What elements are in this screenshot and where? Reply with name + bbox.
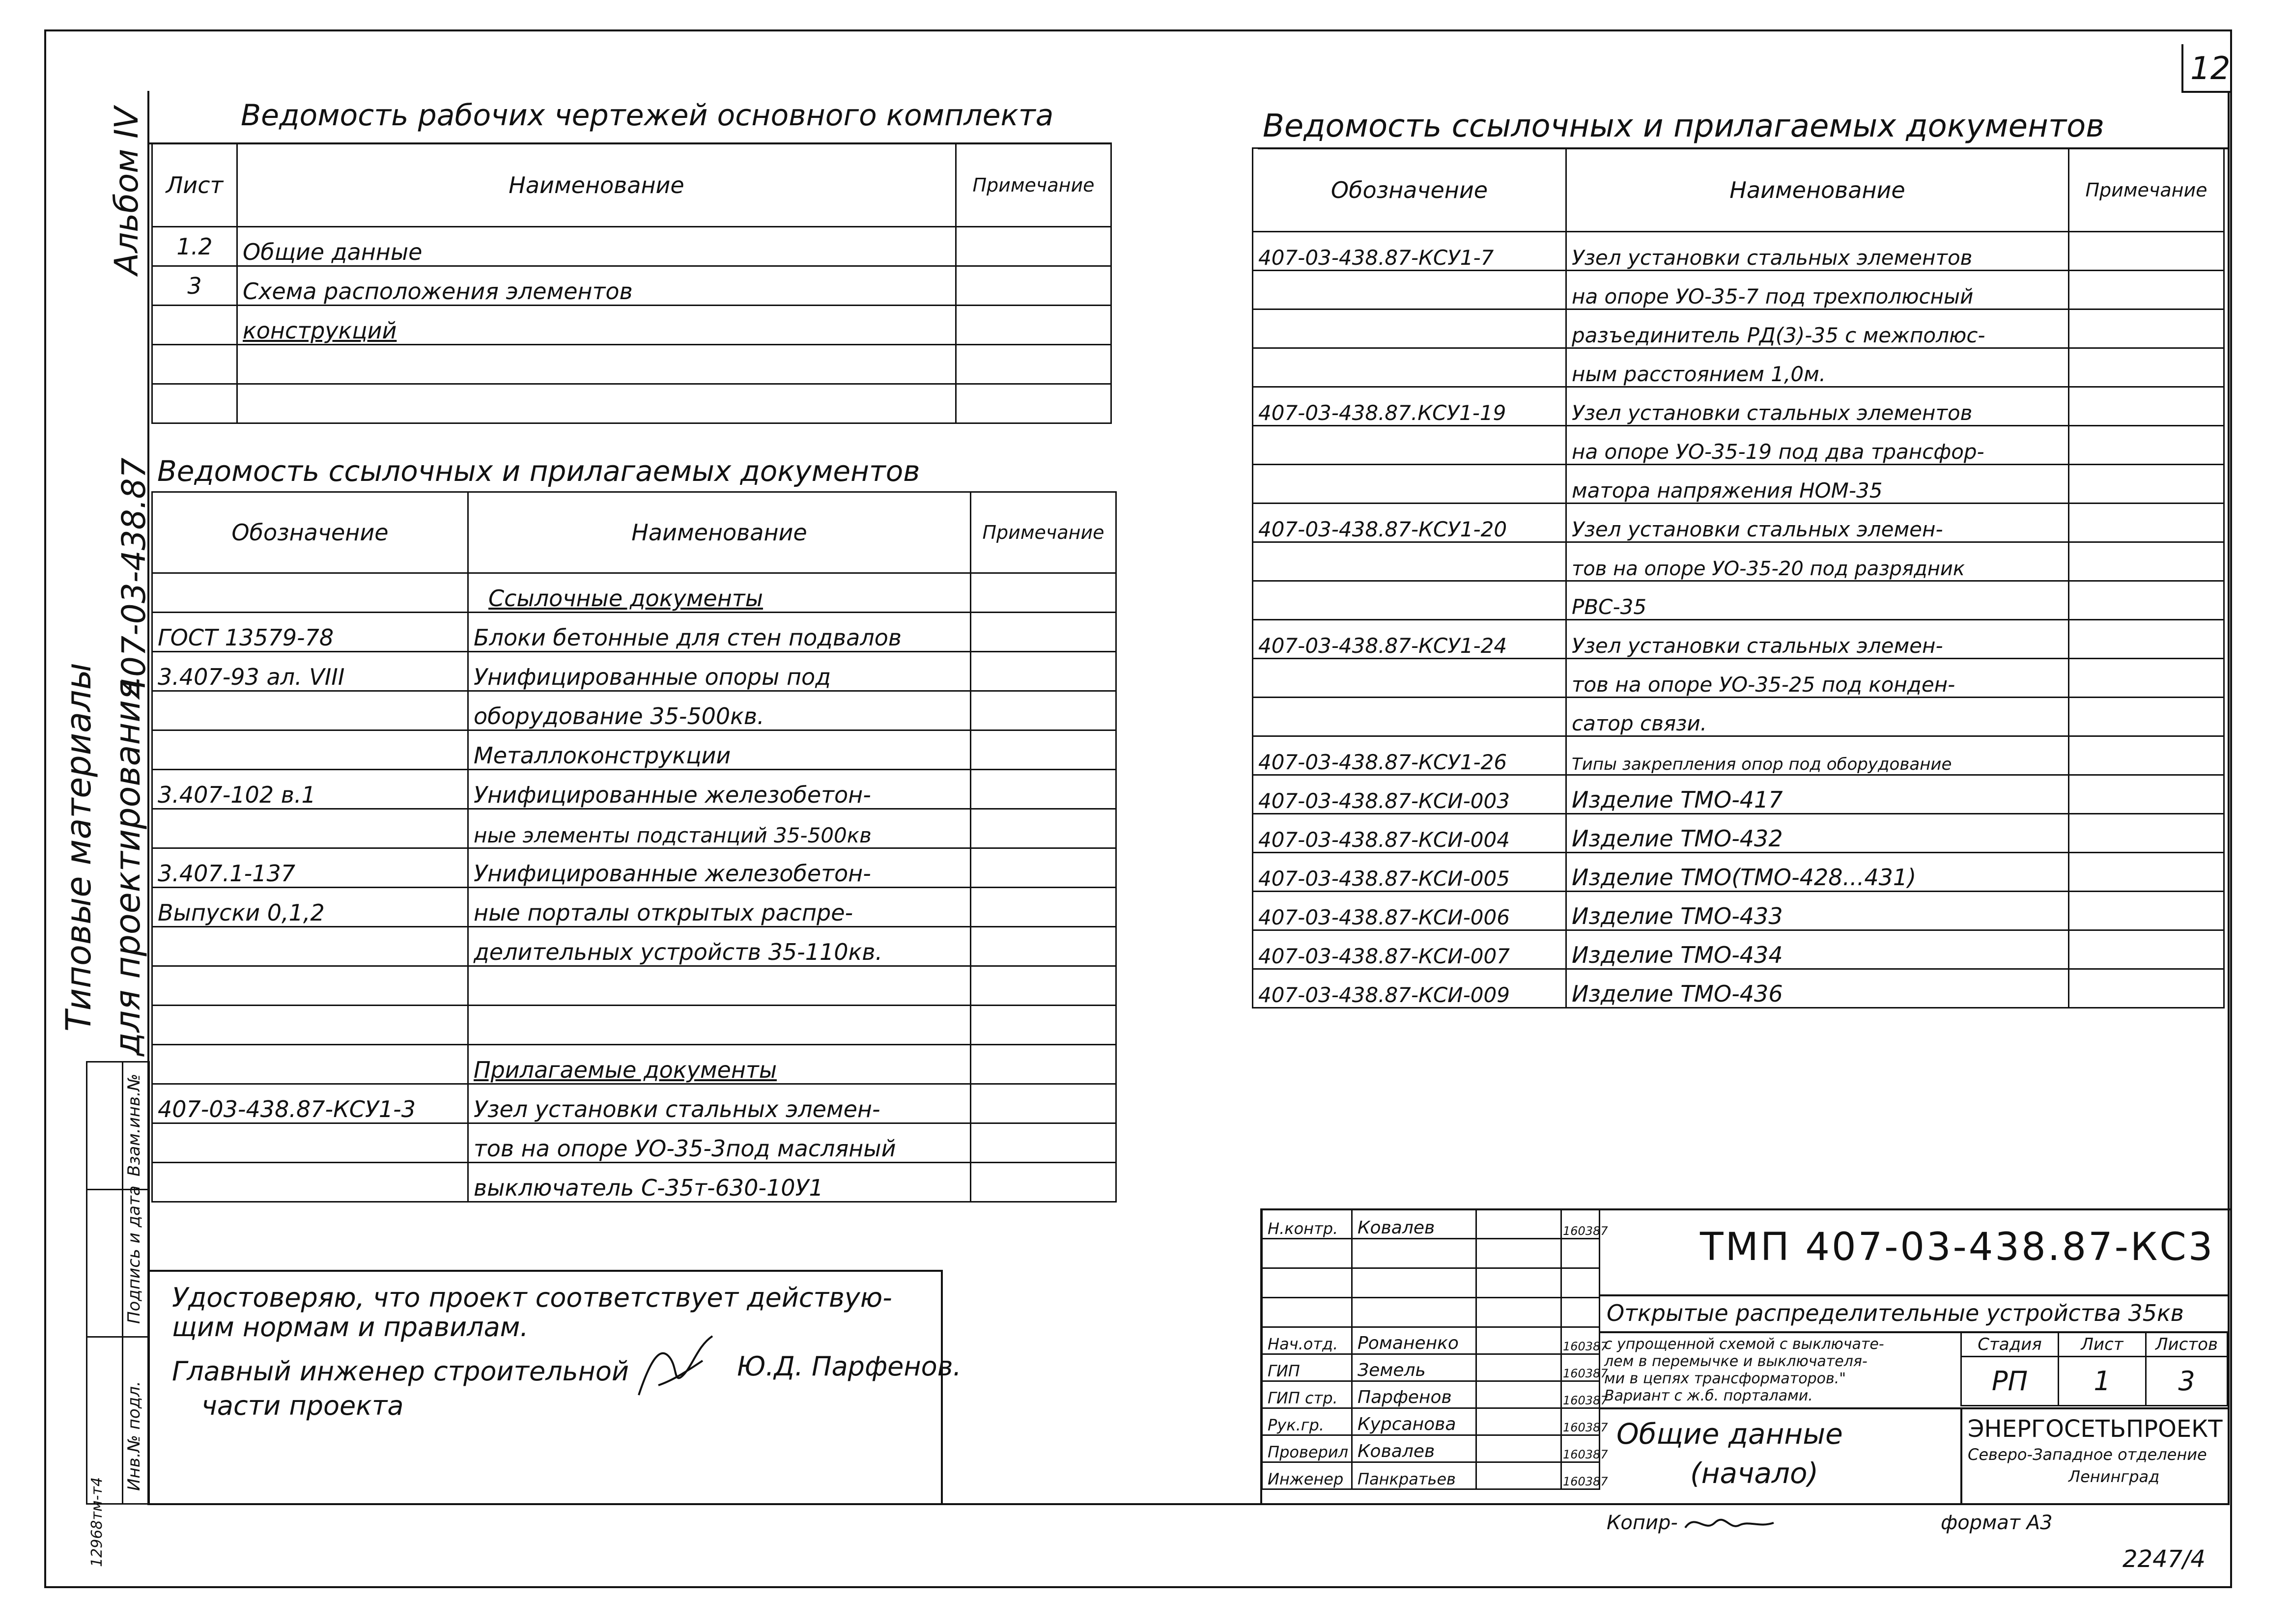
table-cell: 407-03-438.87-КСУ1-24 — [1253, 620, 1566, 659]
table-cell: 160387 — [1561, 1462, 1600, 1489]
table-row — [152, 927, 1116, 966]
table-row — [1253, 309, 2224, 348]
copier-signature — [1680, 1508, 1779, 1538]
table-cell: Инженер — [1262, 1462, 1352, 1489]
table-row — [152, 888, 1116, 927]
table-cell — [1262, 1239, 1352, 1268]
table-cell: 1.2 — [152, 227, 237, 266]
table-cell: 3 — [152, 266, 237, 306]
table-cell — [1476, 1354, 1561, 1381]
table-row — [152, 1045, 1116, 1084]
ref-section-label: Прилагаемые документы — [468, 1045, 971, 1084]
table-cell — [2069, 271, 2224, 309]
table-cell — [152, 1006, 468, 1045]
table-row — [87, 1337, 149, 1504]
table-cell — [2069, 659, 2224, 698]
refs-left-header-note: Примечание — [971, 492, 1116, 573]
table-cell — [87, 1190, 123, 1337]
table-cell — [2069, 736, 2224, 775]
table-cell: Общие данные — [237, 227, 956, 266]
table-cell — [2069, 814, 2224, 853]
table-row — [1253, 892, 2224, 930]
table-cell — [1253, 271, 1566, 309]
table-cell — [1253, 581, 1566, 620]
series-line2: для проектирования — [108, 679, 148, 1056]
table-cell — [152, 691, 468, 730]
page-number: 12 — [2190, 51, 2231, 87]
table-cell — [1352, 1298, 1476, 1327]
table-cell — [956, 345, 1111, 384]
table-row — [87, 1190, 149, 1337]
drawings-title: Ведомость рабочих чертежей основного комплекта — [241, 98, 1054, 133]
series-line1: Типовые материалы — [58, 662, 99, 1032]
table-cell — [2069, 775, 2224, 814]
format-label: формат А3 — [1941, 1512, 2053, 1534]
table-cell — [1352, 1268, 1476, 1298]
table-cell — [152, 306, 237, 345]
table-row — [152, 1084, 1116, 1123]
table-cell — [152, 1163, 468, 1202]
table-cell: Панкратьев — [1352, 1462, 1476, 1489]
table-cell — [2069, 309, 2224, 348]
table-row — [1253, 620, 2224, 659]
table-cell: Романенко — [1352, 1327, 1476, 1354]
table-cell: ные порталы открытых распре- — [468, 888, 971, 927]
table-cell — [1476, 1462, 1561, 1489]
table-row — [1253, 426, 2224, 465]
table-row — [152, 652, 1116, 691]
table-row — [1262, 1239, 1600, 1268]
table-cell — [971, 770, 1116, 809]
table-row — [1253, 348, 2224, 387]
table-cell: 407-03-438.87-КСУ1-3 — [152, 1084, 468, 1123]
table-row — [1253, 775, 2224, 814]
table-row — [152, 770, 1116, 809]
table-cell: 160387 — [1561, 1435, 1600, 1462]
table-row — [1262, 1209, 1600, 1239]
table-cell: тов на опоре УО-35-25 под конден- — [1566, 659, 2069, 698]
table-cell: на опоре УО-35-7 под трехполюсный — [1566, 271, 2069, 309]
table-cell — [971, 848, 1116, 888]
table-row — [1961, 1357, 2228, 1406]
table-cell: Узел установки стальных элемен- — [1566, 620, 2069, 659]
table-cell — [1262, 1268, 1352, 1298]
table-row — [1253, 814, 2224, 853]
organization-name: ЭНЕРГОСЕТЬПРОЕКТ — [1968, 1415, 2223, 1443]
refs-right-header-code: Обозначение — [1253, 148, 1566, 232]
description-line4: Вариант с ж.б. порталами. — [1604, 1387, 1813, 1404]
table-cell — [1253, 659, 1566, 698]
table-cell — [971, 927, 1116, 966]
table-cell — [1352, 1239, 1476, 1268]
table-cell — [971, 573, 1116, 613]
project-name: Открытые распределительные устройства 35кв — [1607, 1300, 2184, 1326]
table-cell — [971, 1045, 1116, 1084]
table-cell: сатор связи. — [1566, 698, 2069, 736]
table-row — [1253, 232, 2224, 271]
table-cell: 407-03-438.87-КСИ-009 — [1253, 969, 1566, 1008]
table-row — [1253, 148, 2224, 232]
table-row — [152, 1123, 1116, 1163]
table-cell: 160387 — [1561, 1408, 1600, 1435]
organization-branch: Северо-Западное отделение — [1968, 1445, 2207, 1464]
table-row — [152, 143, 1111, 227]
sheets-value: 3 — [2146, 1357, 2228, 1406]
table-cell — [971, 613, 1116, 652]
table-cell — [1476, 1209, 1561, 1239]
table-cell — [1476, 1408, 1561, 1435]
table-cell — [1476, 1298, 1561, 1327]
table-cell: 407-03-438.87-КСУ1-20 — [1253, 504, 1566, 542]
sheet-title-line2: (начало) — [1690, 1456, 1819, 1490]
stamp-cell-3: Инв.№ подл. — [124, 1380, 144, 1491]
table-cell — [2069, 387, 2224, 426]
table-cell — [2069, 698, 2224, 736]
table-cell — [971, 691, 1116, 730]
table-cell — [2069, 581, 2224, 620]
table-cell — [1476, 1327, 1561, 1354]
table-cell — [1253, 698, 1566, 736]
table-row — [1262, 1327, 1600, 1354]
table-cell: Унифицированные опоры под — [468, 652, 971, 691]
table-cell — [152, 1123, 468, 1163]
table-cell — [1476, 1268, 1561, 1298]
table-row — [1253, 542, 2224, 581]
table-cell: Изделие ТМО-432 — [1566, 814, 2069, 853]
table-cell: Изделие ТМО-417 — [1566, 775, 2069, 814]
table-cell: Парфенов — [1352, 1381, 1476, 1408]
table-row — [1262, 1435, 1600, 1462]
table-cell: 3.407-102 в.1 — [152, 770, 468, 809]
table-cell — [123, 1185, 149, 1337]
organization-city: Ленинград — [2068, 1467, 2160, 1486]
copied-label: Копир- — [1607, 1512, 1678, 1534]
table-cell — [1561, 1268, 1600, 1298]
table-row — [1262, 1354, 1600, 1381]
table-row — [1253, 271, 2224, 309]
table-row — [1253, 969, 2224, 1008]
table-row — [1262, 1268, 1600, 1298]
table-cell — [237, 345, 956, 384]
table-cell — [2069, 892, 2224, 930]
table-cell: ГОСТ 13579-78 — [152, 613, 468, 652]
description-line1: с упрощенной схемой с выключате- — [1604, 1336, 1884, 1353]
table-cell: Изделие ТМО-436 — [1566, 969, 2069, 1008]
table-cell — [2069, 348, 2224, 387]
table-row — [1253, 853, 2224, 892]
table-cell — [152, 966, 468, 1006]
table-row — [152, 306, 1111, 345]
table-cell — [1561, 1298, 1600, 1327]
refs-left-table — [151, 491, 1117, 1203]
stamp-cell-1: Взам.инв.№ — [124, 1073, 144, 1176]
refs-left-header-code: Обозначение — [152, 492, 468, 573]
table-cell — [152, 345, 237, 384]
table-cell: Узел установки стальных элементов — [1566, 387, 2069, 426]
table-cell: Рук.гр. — [1262, 1408, 1352, 1435]
table-row — [152, 691, 1116, 730]
sheet-title-line1: Общие данные — [1616, 1417, 1843, 1451]
table-cell — [1253, 426, 1566, 465]
ref-section-label: Ссылочные документы — [468, 573, 971, 613]
table-cell — [1476, 1435, 1561, 1462]
table-row — [152, 492, 1116, 573]
description-line3: ми в цепях трансформаторов." — [1604, 1370, 1846, 1387]
table-cell: Изделие ТМО-434 — [1566, 930, 2069, 969]
table-cell: РВС-35 — [1566, 581, 2069, 620]
table-cell — [152, 384, 237, 423]
table-cell — [152, 809, 468, 848]
table-cell: делительных устройств 35-110кв. — [468, 927, 971, 966]
table-cell: разъединитель РД(3)-35 с межполюс- — [1566, 309, 2069, 348]
side-code: 407-03-438.87 — [115, 457, 153, 698]
table-cell — [1253, 542, 1566, 581]
table-cell — [1253, 465, 1566, 504]
table-cell: Узел установки стальных элемен- — [1566, 504, 2069, 542]
table-cell — [87, 1337, 123, 1567]
table-cell: ные элементы подстанций 35-500кв — [468, 809, 971, 848]
refs-left-header-name: Наименование — [468, 492, 971, 573]
table-cell: Унифицированные железобетон- — [468, 848, 971, 888]
side-stamp — [86, 1061, 150, 1567]
table-cell — [123, 1062, 149, 1190]
table-row — [1253, 930, 2224, 969]
table-cell — [2069, 232, 2224, 271]
table-cell: Металлоконструкции — [468, 730, 971, 770]
table-cell — [1476, 1381, 1561, 1408]
certification-line1: Удостоверяю, что проект соответствует действую- — [172, 1282, 892, 1313]
refs-right-header-name: Наименование — [1566, 148, 2069, 232]
table-cell: ным расстоянием 1,0м. — [1566, 348, 2069, 387]
table-row — [1253, 698, 2224, 736]
table-cell — [1561, 1239, 1600, 1268]
table-cell: выключатель С-35т-630-10У1 — [468, 1163, 971, 1202]
people-table — [1261, 1208, 1608, 1490]
table-cell — [1253, 309, 1566, 348]
table-cell: Узел установки стальных элементов — [1566, 232, 2069, 271]
table-row — [152, 730, 1116, 770]
table-row — [152, 1006, 1116, 1045]
certification-line3: Главный инженер строительной — [172, 1356, 629, 1387]
table-row — [1262, 1381, 1600, 1408]
sheet-label: Лист — [2059, 1332, 2146, 1357]
table-cell — [152, 730, 468, 770]
table-cell — [971, 1123, 1116, 1163]
table-cell — [123, 1337, 149, 1504]
table-cell: на опоре УО-35-19 под два трансфор- — [1566, 426, 2069, 465]
table-row — [152, 809, 1116, 848]
table-cell — [152, 1045, 468, 1084]
table-cell — [152, 927, 468, 966]
table-row — [152, 1163, 1116, 1202]
table-row — [1262, 1298, 1600, 1327]
table-cell — [971, 809, 1116, 848]
table-cell — [956, 384, 1111, 423]
table-cell — [971, 1006, 1116, 1045]
refs-right-title: Ведомость ссылочных и прилагаемых документов — [1263, 108, 2104, 144]
table-cell: Изделие ТМО(ТМО-428...431) — [1566, 853, 2069, 892]
album-label: Альбом IV — [108, 107, 145, 275]
table-row — [152, 966, 1116, 1006]
table-cell: 3.407.1-137 — [152, 848, 468, 888]
table-cell — [971, 652, 1116, 691]
table-row — [1262, 1462, 1600, 1489]
table-cell: 160387 — [1561, 1327, 1600, 1354]
table-cell: Курсанова — [1352, 1408, 1476, 1435]
refs-right-table — [1252, 147, 2225, 1008]
table-cell — [956, 306, 1111, 345]
drawings-header-name: Наименование — [237, 143, 956, 227]
table-row — [1253, 659, 2224, 698]
table-cell: 407-03-438.87.КСУ1-19 — [1253, 387, 1566, 426]
table-row — [152, 613, 1116, 652]
table-cell — [2069, 853, 2224, 892]
archive-number: 2247/4 — [2122, 1545, 2206, 1573]
table-row — [152, 384, 1111, 423]
table-cell: ГИП — [1262, 1354, 1352, 1381]
stage-table — [1960, 1331, 2228, 1406]
table-cell — [1253, 348, 1566, 387]
table-cell — [1476, 1239, 1561, 1268]
refs-right-header-note: Примечание — [2069, 148, 2224, 232]
table-cell — [152, 573, 468, 613]
stage-label: Стадия — [1961, 1332, 2059, 1357]
document-code: ТМП 407-03-438.87-КС3 — [1700, 1225, 2215, 1269]
table-cell — [468, 1006, 971, 1045]
table-row — [152, 848, 1116, 888]
stamp-cell-4: 12968тм-т4 — [88, 1477, 106, 1567]
table-cell: Нач.отд. — [1262, 1327, 1352, 1354]
table-cell: Узел установки стальных элемен- — [468, 1084, 971, 1123]
table-cell: Схема расположения элементов — [237, 266, 956, 306]
table-cell — [971, 730, 1116, 770]
table-cell: матора напряжения НОМ-35 — [1566, 465, 2069, 504]
table-cell: 407-03-438.87-КСИ-006 — [1253, 892, 1566, 930]
table-cell: Ковалев — [1352, 1435, 1476, 1462]
stage-value: РП — [1961, 1357, 2059, 1406]
table-cell: тов на опоре УО-35-20 под разрядник — [1566, 542, 2069, 581]
sheets-label: Листов — [2146, 1332, 2228, 1357]
table-row — [1253, 504, 2224, 542]
sheet-value: 1 — [2059, 1357, 2146, 1406]
table-cell: Типы закрепления опор под оборудование — [1566, 736, 2069, 775]
table-cell — [2069, 620, 2224, 659]
description-line2: лем в перемычке и выключателя- — [1604, 1353, 1868, 1370]
table-row — [1961, 1332, 2228, 1357]
certification-line2: щим нормам и правилам. — [172, 1312, 529, 1343]
table-cell: 407-03-438.87-КСУ1-26 — [1253, 736, 1566, 775]
table-row — [152, 227, 1111, 266]
table-cell — [971, 1084, 1116, 1123]
table-cell — [971, 1163, 1116, 1202]
table-row — [152, 573, 1116, 613]
table-cell — [237, 384, 956, 423]
table-cell — [87, 1062, 123, 1190]
table-cell: Ковалев — [1352, 1209, 1476, 1239]
table-row — [87, 1062, 149, 1190]
table-cell: 3.407-93 ал. VIII — [152, 652, 468, 691]
table-cell: ГИП стр. — [1262, 1381, 1352, 1408]
table-cell: Н.контр. — [1262, 1209, 1352, 1239]
table-cell: 407-03-438.87-КСИ-007 — [1253, 930, 1566, 969]
table-row — [1253, 387, 2224, 426]
drawings-header-sheet: Лист — [152, 143, 237, 227]
table-row — [1253, 581, 2224, 620]
table-row — [1253, 736, 2224, 775]
table-row — [1262, 1408, 1600, 1435]
table-cell: 407-03-438.87-КСИ-005 — [1253, 853, 1566, 892]
refs-left-title: Ведомость ссылочных и прилагаемых документов — [157, 454, 920, 488]
drawings-table — [151, 142, 1112, 424]
table-cell: 407-03-438.87-КСИ-004 — [1253, 814, 1566, 853]
table-cell — [971, 888, 1116, 927]
table-row — [152, 266, 1111, 306]
table-cell — [1262, 1298, 1352, 1327]
table-cell — [956, 227, 1111, 266]
certification-line4: части проекта — [201, 1390, 404, 1421]
table-cell — [2069, 542, 2224, 581]
table-cell: оборудование 35-500кв. — [468, 691, 971, 730]
table-cell — [2069, 969, 2224, 1008]
table-cell — [468, 966, 971, 1006]
table-cell: 407-03-438.87-КСУ1-7 — [1253, 232, 1566, 271]
table-cell: 160387 — [1561, 1354, 1600, 1381]
table-cell: Изделие ТМО-433 — [1566, 892, 2069, 930]
table-row — [1253, 465, 2224, 504]
table-cell: тов на опоре УО-35-3под масляный — [468, 1123, 971, 1163]
table-cell: Выпуски 0,1,2 — [152, 888, 468, 927]
table-cell — [956, 266, 1111, 306]
table-cell: 160387 — [1561, 1381, 1600, 1408]
signer-name: Ю.Д. Парфенов. — [737, 1351, 962, 1382]
table-cell: 407-03-438.87-КСИ-003 — [1253, 775, 1566, 814]
table-cell — [2069, 504, 2224, 542]
table-cell: Земель — [1352, 1354, 1476, 1381]
drawings-header-note: Примечание — [956, 143, 1111, 227]
table-cell: Блоки бетонные для стен подвалов — [468, 613, 971, 652]
table-row — [152, 345, 1111, 384]
table-cell: конструкций — [237, 306, 956, 345]
table-cell — [2069, 426, 2224, 465]
table-cell: Унифицированные железобетон- — [468, 770, 971, 809]
table-cell — [971, 966, 1116, 1006]
stamp-cell-2: Подпись и дата — [124, 1185, 144, 1324]
signature-mark — [629, 1326, 737, 1405]
table-cell: 160387 — [1561, 1209, 1600, 1239]
table-cell — [2069, 465, 2224, 504]
table-cell — [2069, 930, 2224, 969]
table-cell: Проверил — [1262, 1435, 1352, 1462]
